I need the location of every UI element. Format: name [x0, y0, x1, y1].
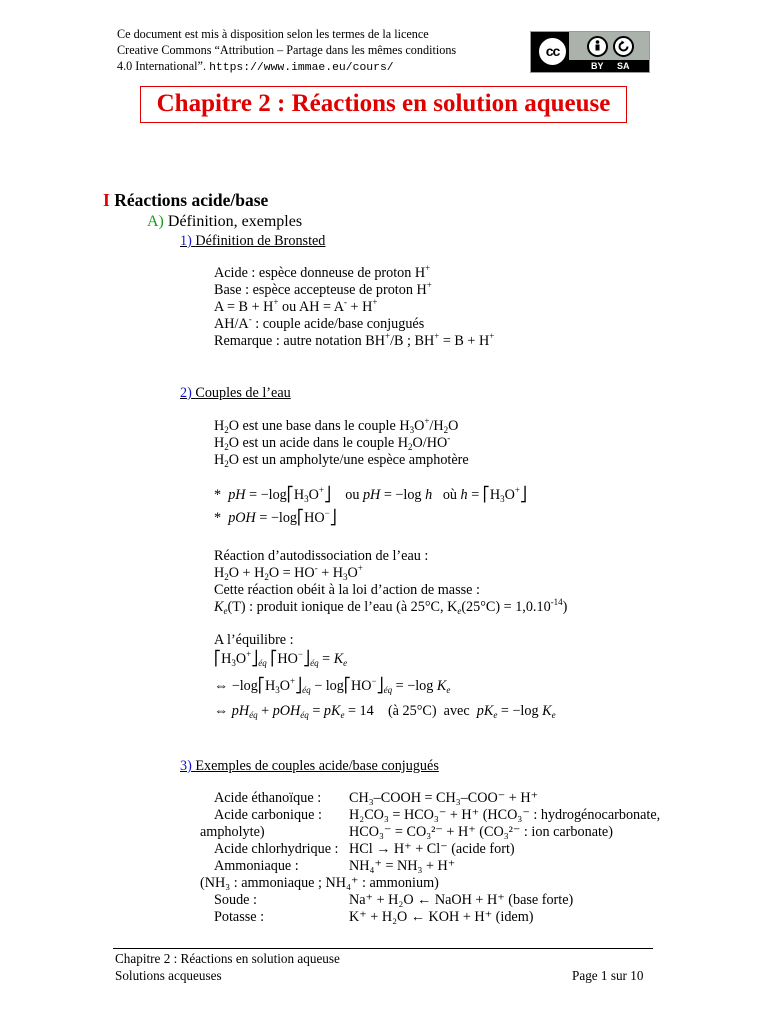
chapter-title: Chapitre 2 : Réactions en solution aqueuse — [140, 86, 627, 123]
example-name: Ammoniaque : — [214, 858, 299, 874]
subsection-heading: A) Définition, exemples — [147, 213, 303, 230]
formula-ke: $⎡H_3O^+⎦_{éq}$ $⎡HO^-⎦_{éq} = K_e$ — [214, 649, 348, 668]
license-link[interactable]: https://www.immae.eu/cours/ — [209, 62, 394, 74]
example-name: Soude : — [214, 892, 257, 908]
equation-line: $H_2O + H_2O = HO^- + H_3O^+$ — [214, 563, 363, 582]
example-equation: H₂CO₃ = HCO₃⁻ + H⁺ (HCO₃⁻ : hydrogénocarbonate, — [349, 807, 661, 823]
by-label: BY — [591, 61, 604, 71]
footer-chapter: Chapitre 2 : Réactions en solution aqueuse — [115, 951, 340, 966]
text-line: $H_2O$ est un ampholyte/une espèce amphotère — [214, 452, 469, 469]
text-line: Acide : espèce donneuse de proton H+ — [214, 263, 431, 281]
example-equation: NH₄⁺ = NH₃ + H⁺ — [349, 858, 456, 874]
cc-by-sa-badge-icon[interactable] — [530, 31, 650, 73]
share-alike-icon — [613, 36, 634, 57]
text-line: Base : espèce accepteuse de proton H+ — [214, 280, 432, 298]
example-name: (NH₃ : ammoniaque ; NH₄⁺ : ammonium) — [200, 875, 439, 891]
section-heading: I Réactions acide/base — [103, 190, 269, 210]
equation-line: A = B + H+ ou AH = A- + H+ — [214, 297, 378, 315]
example-equation: HCl → H⁺ + Cl⁻ (acide fort) — [349, 841, 515, 857]
example-name: Acide carbonique : — [214, 807, 322, 823]
footer-course: Solutions acqueuses — [115, 968, 222, 983]
sa-label: SA — [617, 61, 630, 71]
cc-badge-top — [569, 32, 649, 60]
cc-icon: cc — [536, 35, 569, 68]
text-line: Cette réaction obéit à la loi d’action de masse : — [214, 582, 480, 598]
license-line-2: Creative Commons “Attribution – Partage dans les mêmes conditions — [117, 43, 457, 57]
formula-ph: * pH = $-\log⎡H_3O^+⎦$ ou pH = −log h où $h = ⎡H_3O^+⎦$ — [214, 485, 527, 504]
attribution-icon — [587, 36, 608, 57]
text-line: Réaction d’autodissociation de l’eau : — [214, 548, 429, 564]
text-line: $H_2O$ est une base dans le couple $H_3O^+/H_2O$ — [214, 416, 459, 435]
subheading-bronsted: 1) Définition de Bronsted — [180, 233, 326, 249]
license-line-1: Ce document est mis à disposition selon les termes de la licence — [117, 27, 429, 41]
example-name: ampholyte) — [200, 824, 265, 840]
subheading-couples-eau: 2) Couples de l’eau — [180, 385, 291, 401]
example-equation: CH₃–COOH = CH₃–COO⁻ + H⁺ — [349, 790, 539, 806]
example-equation: Na⁺ + H₂O ← NaOH + H⁺ (base forte) — [349, 892, 574, 908]
license-line-3: 4.0 International”. https://www.immae.eu/cours/ — [117, 59, 394, 74]
text-line: AH/A- : couple acide/base conjugués — [214, 314, 425, 332]
text-line: $H_2O$ est un acide dans le couple $H_2O/HO^-$ — [214, 433, 451, 452]
text-line: Remarque : autre notation BH+/B ; BH+ = B + H+ — [214, 331, 495, 349]
footer-page-number: Page 1 sur 10 — [572, 968, 644, 983]
example-equation: K⁺ + H₂O ← KOH + H⁺ (idem) — [349, 909, 534, 925]
license-notice — [117, 26, 456, 76]
subheading-exemples: 3) Exemples de couples acide/base conjugués — [180, 758, 439, 774]
text-line: A l’équilibre : — [214, 632, 294, 648]
formula-log: ⇔ $-\log⎡H_3O^+⎦_{éq}$ − $\log⎡HO^-⎦_{éq} = -\log$ $K_e$ — [214, 676, 451, 695]
example-name: Acide éthanoïque : — [214, 790, 322, 806]
footer-divider — [113, 948, 653, 949]
text-line: $K_e(T)$ : produit ionique de l’eau (à 25°C, $K_e(25^\circ C) = 1,0.10^{-14}$) — [214, 597, 568, 616]
example-equation: HCO₃⁻ = CO₃²⁻ + H⁺ (CO₃²⁻ : ion carbonate) — [349, 824, 613, 840]
formula-pke: ⇔ $pH_{éq} + pOH_{éq} = pK_e = 14$ (à 25°C) avec $pK_e = -\log$ $K_e$ — [214, 703, 556, 720]
example-name: Acide chlorhydrique : — [214, 841, 339, 857]
formula-poh: * pOH = −log⎡HO−⎦ — [214, 508, 337, 526]
example-name: Potasse : — [214, 909, 265, 925]
